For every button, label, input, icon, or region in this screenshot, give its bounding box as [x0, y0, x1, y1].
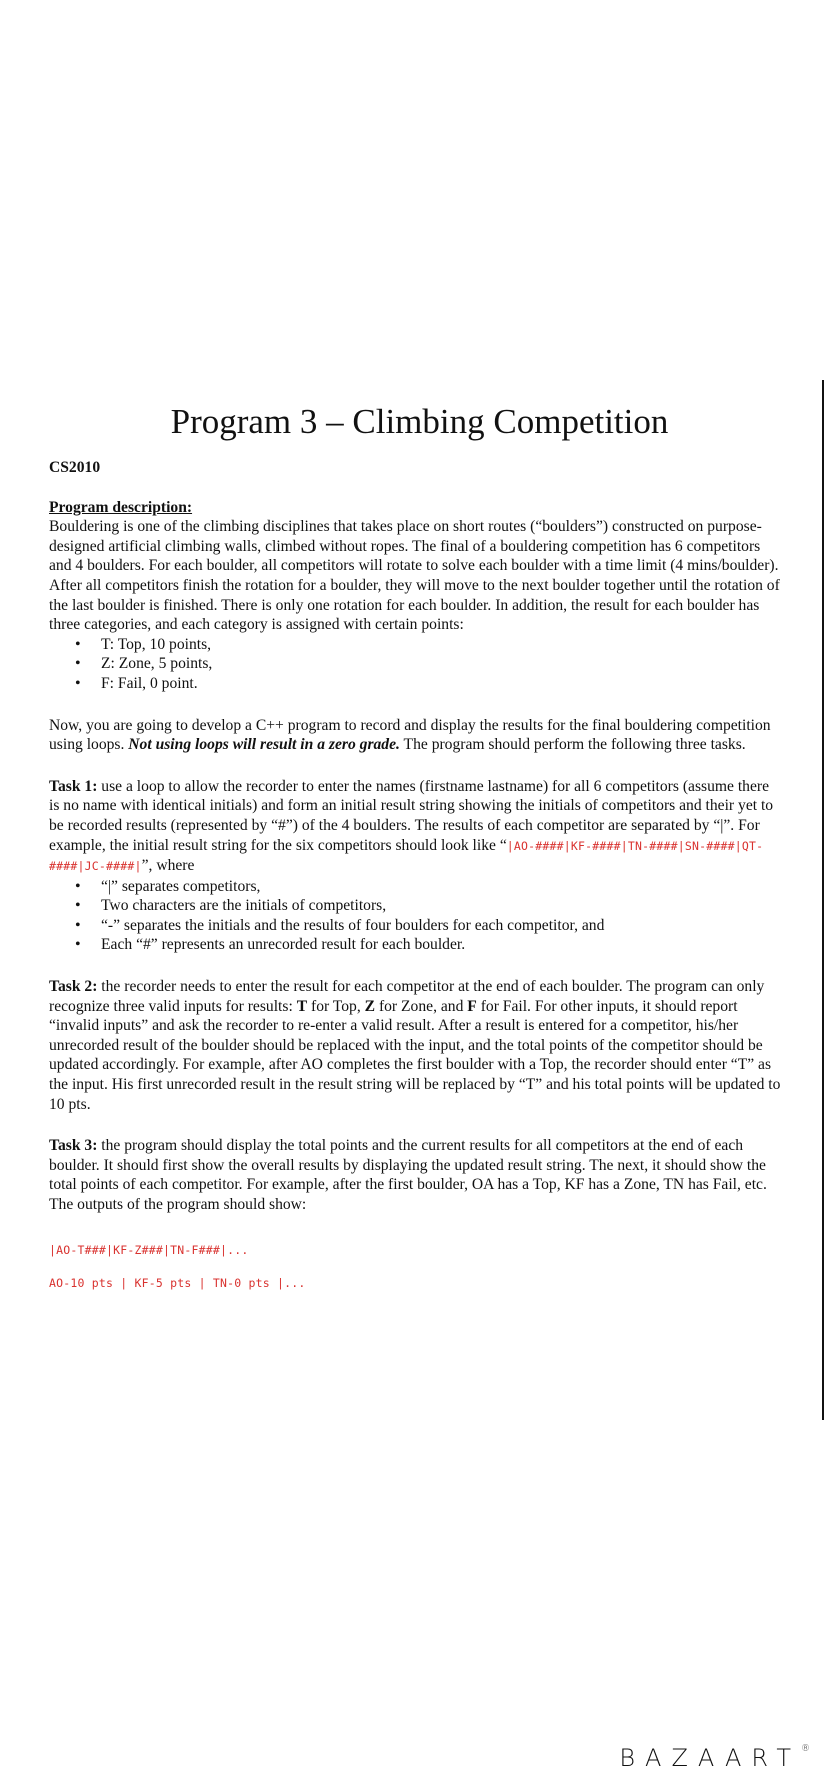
- registered-mark: ®: [801, 1744, 810, 1754]
- task2-text: for Top,: [307, 997, 365, 1015]
- task3-text: the program should display the total points and the current results for all competitors at the end of each boulder. It should first show the overall results by displaying the updated result string. The next, it should show the total points of each competitor. For example, after the first boulder, OA has a Top, KF has a Zone, TN has Fail, etc. The outputs of the program should show:: [49, 1137, 767, 1213]
- points-list: [49, 635, 782, 694]
- zero-grade-warning: Not using loops will result in a zero grade.: [128, 736, 400, 754]
- task3-paragraph: [49, 1136, 782, 1214]
- task3-label: Task 3:: [49, 1137, 98, 1155]
- description-heading: Program description:: [49, 498, 193, 516]
- intro-text-end: The program should perform the following three tasks.: [399, 736, 746, 754]
- intro-text: Now, you are going to develop a C++ program to record and display the results for the final bouldering competition using loops.: [49, 716, 771, 754]
- task1-label: Task 1:: [49, 777, 98, 795]
- list-item: • “|” separates competitors,: [101, 877, 782, 897]
- list-item: • “-” separates the initials and the results of four boulders for each competitor, and: [101, 916, 782, 936]
- list-item: • T: Top, 10 points,: [101, 635, 782, 655]
- description-paragraph: Bouldering is one of the climbing disciplines that takes place on short routes (“boulders”) constructed on purpose-designed artificial climbing walls, climbed without ropes. The final of a bouldering competition has 6 competitors and 4 boulders. For each boulder, all competitors will rotate to solve each boulder with a time limit (4 mins/boulder). After all competitors finish the rotation for a boulder, they will move to the next boulder together until the rotation of the last boulder is finished. There is only one rotation for each boulder. In addition, the result for each boulder has three categories, and each category is assigned with certain points:: [49, 518, 780, 634]
- task2-text: for Fail. For other inputs, it should report “invalid inputs” and ask the recorder to re-enter a valid result. After a result is entered for a competitor, his/her unrecorded result of the boulder should be replaced with the input, and the total points of the competitor should be updated accordingly. For example, after AO completes the first boulder with a Top, the recorder should enter “T” as the input. His first unrecorded result in the result string will be replaced by “T” and his total points will be updated to 10 pts.: [49, 997, 781, 1113]
- watermark-text: BAZAART: [619, 1744, 801, 1772]
- task2-label: Task 2:: [49, 978, 98, 996]
- list-item: • Two characters are the initials of competitors,: [101, 896, 782, 916]
- task1-list: [49, 877, 782, 955]
- input-top: T: [296, 997, 308, 1015]
- page-edge-rule: [822, 380, 824, 1420]
- task1-code-example: |AO-####|KF-####|TN-####|SN-####|QT-####|JC-####|: [49, 838, 764, 874]
- bazaart-watermark: [619, 1744, 810, 1772]
- task1-paragraph: [49, 777, 782, 877]
- list-item: • Each “#” represents an unrecorded result for each boulder.: [101, 935, 782, 955]
- course-code: CS2010: [49, 459, 101, 476]
- input-fail: F: [467, 997, 477, 1015]
- task2-text: for Zone, and: [375, 997, 468, 1015]
- list-item: • Z: Zone, 5 points,: [101, 654, 782, 674]
- output-result-string: |AO-T###|KF-Z###|TN-F###|...: [49, 1242, 249, 1257]
- list-item: • F: Fail, 0 point.: [101, 674, 782, 694]
- task2-paragraph: [49, 977, 782, 1114]
- input-zone: Z: [364, 997, 376, 1015]
- output-points-line: AO-10 pts | KF-5 pts | TN-0 pts |...: [49, 1276, 306, 1291]
- task1-text: use a loop to allow the recorder to enter the names (firstname lastname) for all 6 competitors (assume there is no name with identical initials) and form an initial result string showing the initials of competitors and their yet to be recorded results (represented by “#”) of the 4 boulders. The results of each competitor are separated by “|”. For example, the initial result string for the six competitors should look like “: [49, 777, 774, 854]
- page-title: Program 3 – Climbing Competition: [170, 402, 669, 441]
- document: [49, 400, 782, 1294]
- task2-text: the recorder needs to enter the result for each competitor at the end of each boulder. The program can only recognize three valid inputs for results:: [49, 978, 765, 1015]
- task1-text-end: ”, where: [141, 857, 195, 875]
- intro-paragraph: [49, 716, 782, 755]
